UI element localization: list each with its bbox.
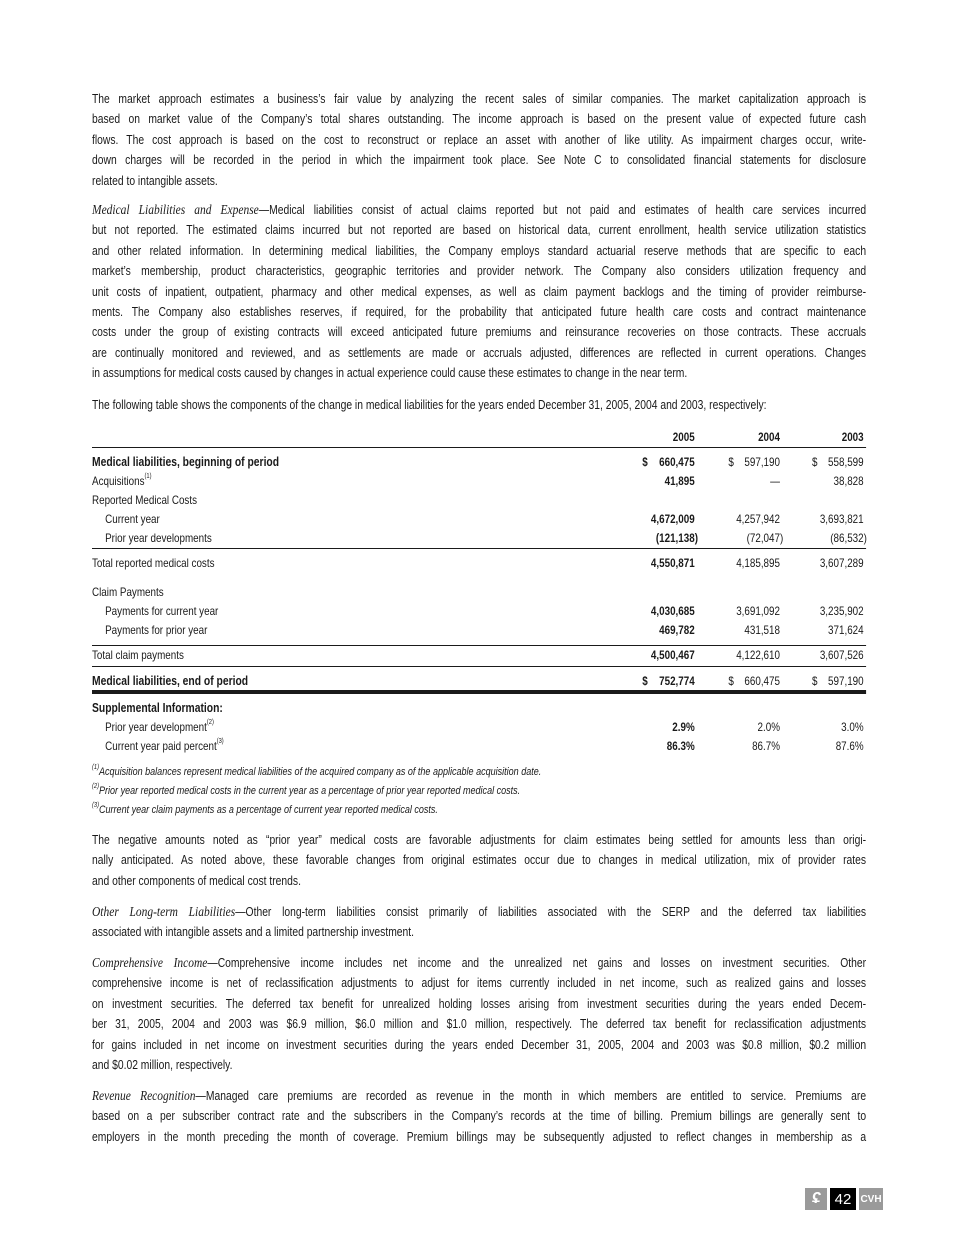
text-line bbox=[92, 220, 866, 240]
paragraph bbox=[92, 200, 866, 384]
row-label-text: Total reported medical costs bbox=[92, 555, 215, 570]
cell-value: 752,774 bbox=[659, 673, 695, 688]
footnote-marker: (3) bbox=[92, 801, 100, 809]
table-row bbox=[92, 737, 866, 756]
currency-symbol: $ bbox=[811, 454, 818, 469]
cell-value: 3.0% bbox=[841, 719, 864, 734]
cell-value: 2.9% bbox=[672, 719, 695, 734]
currency-symbol: $ bbox=[728, 673, 734, 688]
cell-value: 597,190 bbox=[744, 454, 780, 469]
cell-value: 38,828 bbox=[833, 473, 864, 488]
cell-value: 87.6% bbox=[835, 738, 864, 753]
line-text: and other related information. In determining medical liabilities, the Company employs standard actuarial reserve methods that are specific to each bbox=[92, 243, 867, 258]
table-header bbox=[92, 428, 866, 447]
table-row bbox=[92, 583, 866, 602]
table-row bbox=[92, 472, 866, 491]
text-line bbox=[92, 130, 866, 150]
text-line bbox=[92, 953, 866, 973]
footnote-ref: (1) bbox=[144, 472, 152, 480]
row-label bbox=[105, 718, 214, 737]
currency-symbol: $ bbox=[642, 673, 648, 688]
text-line bbox=[92, 302, 866, 322]
table-row bbox=[92, 602, 866, 621]
line-text: nally anticipated. As noted above, these favorable changes from original estimates occur due to changes in medical utilization, mix of provider rates bbox=[92, 853, 867, 868]
text-line bbox=[92, 850, 866, 870]
table-rule bbox=[92, 548, 866, 549]
footnote-marker: (1) bbox=[92, 763, 100, 771]
line-text: —Managed care premiums are recorded as revenue in the month in which members are entitled to service. Premiums are bbox=[195, 1089, 867, 1103]
section-heading: Revenue Recognition bbox=[92, 1089, 196, 1104]
cell-value: 86.3% bbox=[666, 738, 695, 753]
text-line bbox=[92, 89, 866, 109]
table-row bbox=[92, 621, 866, 640]
row-label-text: Acquisitions bbox=[92, 473, 145, 488]
row-label-text: Reported Medical Costs bbox=[92, 492, 198, 507]
line-text: ber 31, 2005, 2004 and 2003 was $6.9 million, $6.0 million and $1.0 million, respectively. The deferred tax benefit for reclassification adjustments bbox=[92, 1017, 867, 1032]
line-text: —Other long-term liabilities consist primarily of liabilities associated with the SERP and the deferred tax liabilities bbox=[235, 905, 867, 919]
table-row bbox=[92, 491, 866, 510]
paragraph bbox=[92, 395, 866, 415]
line-text: and $0.02 million, respectively. bbox=[92, 1057, 233, 1072]
section-heading: Comprehensive Income bbox=[92, 956, 208, 971]
row-label bbox=[105, 602, 218, 621]
footnote bbox=[92, 782, 520, 801]
table-row bbox=[92, 510, 866, 529]
cell-value: — bbox=[770, 473, 780, 488]
footnote-ref: (3) bbox=[216, 737, 224, 745]
row-label bbox=[105, 510, 160, 529]
line-text: comprehensive income is net of reclassification adjustments to adjust for items currently included in net income, such as realized gains and losses bbox=[92, 976, 867, 991]
line-text: associated with intangible assets and a limited partnership investment. bbox=[92, 925, 415, 940]
footnote-text: Acquisition balances represent medical liabilities of the acquired company as of the applicable acquisition date. bbox=[99, 765, 542, 778]
table-row bbox=[92, 453, 866, 472]
cell-value: 2.0% bbox=[757, 719, 780, 734]
cell-value: (72,047) bbox=[746, 530, 784, 545]
cell-value: 469,782 bbox=[659, 622, 695, 637]
text-line bbox=[92, 109, 866, 129]
cell-value: 4,122,610 bbox=[736, 647, 780, 662]
text-line bbox=[92, 171, 866, 191]
section-heading: Other Long-term Liabilities bbox=[92, 905, 236, 920]
row-label-text: Prior year development bbox=[105, 719, 207, 734]
row-label bbox=[105, 737, 224, 756]
text-line bbox=[92, 922, 866, 942]
cell-value: 3,607,289 bbox=[819, 555, 864, 570]
line-text: —Comprehensive income includes net income and the unrealized net gains and losses on investment securities. Other bbox=[207, 956, 867, 970]
line-text: flows. The cost approach is based on the cost to reconstruct or replace an asset with another of like utility. As impairment charges occur, write- bbox=[92, 132, 867, 147]
line-text: ments. The Company also establishes reserves, if required, for the probability that anticipated future health care costs and contract maintenance bbox=[92, 304, 867, 319]
cell-value: 371,624 bbox=[828, 622, 864, 637]
row-label bbox=[92, 491, 197, 510]
table-row bbox=[92, 554, 866, 573]
paragraph bbox=[92, 953, 866, 1075]
currency-symbol: $ bbox=[811, 673, 818, 688]
line-text: on investment securities. The deferred tax benefit for unrealized holding losses arising from investment securities during the years ended Decem- bbox=[92, 996, 867, 1011]
text-line bbox=[92, 282, 866, 302]
row-label bbox=[92, 699, 223, 718]
text-line bbox=[92, 241, 866, 261]
row-label-text: Payments for prior year bbox=[105, 622, 208, 637]
row-label-text: Medical liabilities, end of period bbox=[92, 673, 249, 688]
text-line bbox=[92, 871, 866, 891]
text-line bbox=[92, 994, 866, 1014]
text-line bbox=[92, 1055, 866, 1075]
cell-value: 558,599 bbox=[828, 454, 864, 469]
table-rule bbox=[92, 645, 866, 646]
line-text: related to intangible assets. bbox=[92, 173, 218, 188]
line-text: based on market value of the Company’s total shares outstanding. The income approach is based on the present value of expected future cash bbox=[92, 112, 867, 127]
footnote bbox=[92, 763, 541, 782]
row-label-text: Payments for current year bbox=[105, 603, 219, 618]
section-heading: Medical Liabilities and Expense bbox=[92, 203, 259, 218]
paragraph bbox=[92, 89, 866, 191]
row-label-text: Current year paid percent bbox=[105, 738, 217, 753]
text-line bbox=[92, 1106, 866, 1126]
text-line bbox=[92, 973, 866, 993]
text-line bbox=[92, 1127, 866, 1147]
row-label bbox=[92, 646, 184, 665]
row-label-text: Prior year developments bbox=[105, 530, 212, 545]
cell-value: 3,235,902 bbox=[819, 603, 864, 618]
cell-value: 4,550,871 bbox=[650, 555, 695, 570]
cell-value: 4,185,895 bbox=[736, 555, 780, 570]
table-row bbox=[92, 529, 866, 548]
table-row bbox=[92, 672, 866, 691]
text-line bbox=[92, 363, 866, 383]
footnote bbox=[92, 801, 438, 820]
page-content bbox=[92, 0, 866, 1240]
line-text: The market approach estimates a business’s fair value by analyzing the recent sales of similar companies. The market capitalization approach is bbox=[92, 92, 867, 106]
cell-value: 4,257,942 bbox=[736, 511, 780, 526]
footnote-text: Current year claim payments as a percentage of current year reported medical costs. bbox=[99, 803, 438, 816]
cell-value: 4,030,685 bbox=[650, 603, 695, 618]
row-label bbox=[92, 472, 152, 491]
cell-value: 431,518 bbox=[744, 622, 780, 637]
paragraph bbox=[92, 902, 866, 943]
line-text: are continually monitored and reviewed, and as settlements are made or accruals adjusted, differences are reflected in current operations. Changes bbox=[92, 345, 867, 360]
cell-value: 4,500,467 bbox=[650, 647, 695, 662]
row-label-text: Supplemental Information: bbox=[92, 700, 223, 715]
page-number: 42 bbox=[830, 1188, 856, 1210]
line-text: based on a per subscriber contract rate and the subscribers in the Company’s records at the time of billing. Premium billings are generally sent to bbox=[92, 1109, 867, 1124]
currency-symbol: $ bbox=[642, 454, 648, 469]
text-line bbox=[92, 150, 866, 170]
row-label bbox=[105, 621, 207, 640]
cell-value: (121,138) bbox=[655, 530, 698, 545]
text-line bbox=[92, 1086, 866, 1106]
cell-value: 4,672,009 bbox=[650, 511, 695, 526]
line-text: market’s membership, product characteristics, geographic territories and provider network. The Company also considers utilization frequency and bbox=[92, 264, 867, 279]
row-label-text: Current year bbox=[105, 511, 160, 526]
column-header: 2005 bbox=[672, 430, 695, 444]
footnote-ref: (2) bbox=[206, 718, 214, 726]
row-label bbox=[92, 554, 215, 573]
cell-value: 3,693,821 bbox=[819, 511, 864, 526]
line-text: unit costs of inpatient, outpatient, pharmacy and other medical expenses, as well as claim payment backlogs and the timing of provider reimburse- bbox=[92, 284, 867, 299]
row-label-text: Claim Payments bbox=[92, 584, 164, 599]
table-rule bbox=[92, 690, 866, 694]
table-row bbox=[92, 646, 866, 665]
paragraph bbox=[92, 830, 866, 891]
cell-value: (86,532) bbox=[830, 530, 867, 545]
line-text: and other components of medical cost trends. bbox=[92, 873, 301, 888]
line-text: for gains included in net income on investment securities during the years ended December 31, 2005, 2004 and 2003 was $0.8 million, $0.2 million bbox=[92, 1037, 867, 1052]
text-line bbox=[92, 902, 866, 922]
column-header: 2003 bbox=[841, 430, 864, 444]
table-row bbox=[92, 699, 866, 718]
line-text: but not reported. The estimated claims incurred but not reported are based on historical data, current enrollment, health service utilization statistics bbox=[92, 223, 867, 238]
cell-value: 660,475 bbox=[744, 673, 780, 688]
table-rule bbox=[92, 447, 866, 448]
row-label-text: Medical liabilities, beginning of period bbox=[92, 454, 280, 469]
row-label-text: Total claim payments bbox=[92, 647, 184, 662]
text-line bbox=[92, 200, 866, 220]
currency-symbol: $ bbox=[728, 454, 734, 469]
line-text: The negative amounts noted as “prior year” medical costs are favorable adjustments for claim estimates being settled for amounts less than origi- bbox=[92, 833, 867, 847]
row-label bbox=[92, 672, 248, 691]
cell-value: 86.7% bbox=[752, 738, 780, 753]
table-row bbox=[92, 718, 866, 737]
text-line bbox=[92, 395, 866, 415]
line-text: The following table shows the components of the change in medical liabilities for the years ended December 31, 2005, 2004 and 2003, respectively: bbox=[92, 398, 767, 412]
line-text: employers in the month preceding the month of coverage. Premium billings may be subsequently adjusted to reflect changes in membership as a bbox=[92, 1129, 867, 1144]
page-footer bbox=[805, 1188, 883, 1210]
cell-value: 660,475 bbox=[659, 454, 695, 469]
text-line bbox=[92, 322, 866, 342]
line-text: —Medical liabilities consist of actual claims reported but not paid and estimates of health care services incurred bbox=[258, 203, 867, 217]
footnote-marker: (2) bbox=[92, 782, 100, 790]
paragraph bbox=[92, 1086, 866, 1147]
line-text: down charges will be recorded in the period in which the impairment took place. See Note C to consolidated financial statements for disclosure bbox=[92, 153, 867, 168]
cell-value: 3,691,092 bbox=[736, 603, 780, 618]
text-line bbox=[92, 1014, 866, 1034]
text-line bbox=[92, 830, 866, 850]
cell-value: 597,190 bbox=[828, 673, 864, 688]
cell-value: 41,895 bbox=[664, 473, 695, 488]
row-label bbox=[92, 583, 164, 602]
cell-value: 3,607,526 bbox=[819, 647, 864, 662]
row-label bbox=[105, 529, 212, 548]
line-text: costs under the group of existing contracts will exceed anticipated future premiums and reinsurance recoveries on those contracts. These accruals bbox=[92, 325, 867, 340]
column-header: 2004 bbox=[758, 430, 780, 444]
brand-label: CVH bbox=[859, 1188, 883, 1210]
row-label bbox=[92, 453, 279, 472]
text-line bbox=[92, 343, 866, 363]
footnote-text: Prior year reported medical costs in the current year as a percentage of prior year reported medical costs. bbox=[99, 784, 521, 797]
table-rule bbox=[92, 666, 866, 667]
line-text: in assumptions for medical costs caused by changes in actual experience could cause these estimates to change in the near term. bbox=[92, 366, 688, 381]
text-line bbox=[92, 1035, 866, 1055]
torch-logo-icon: ʢ bbox=[805, 1188, 827, 1210]
text-line bbox=[92, 261, 866, 281]
